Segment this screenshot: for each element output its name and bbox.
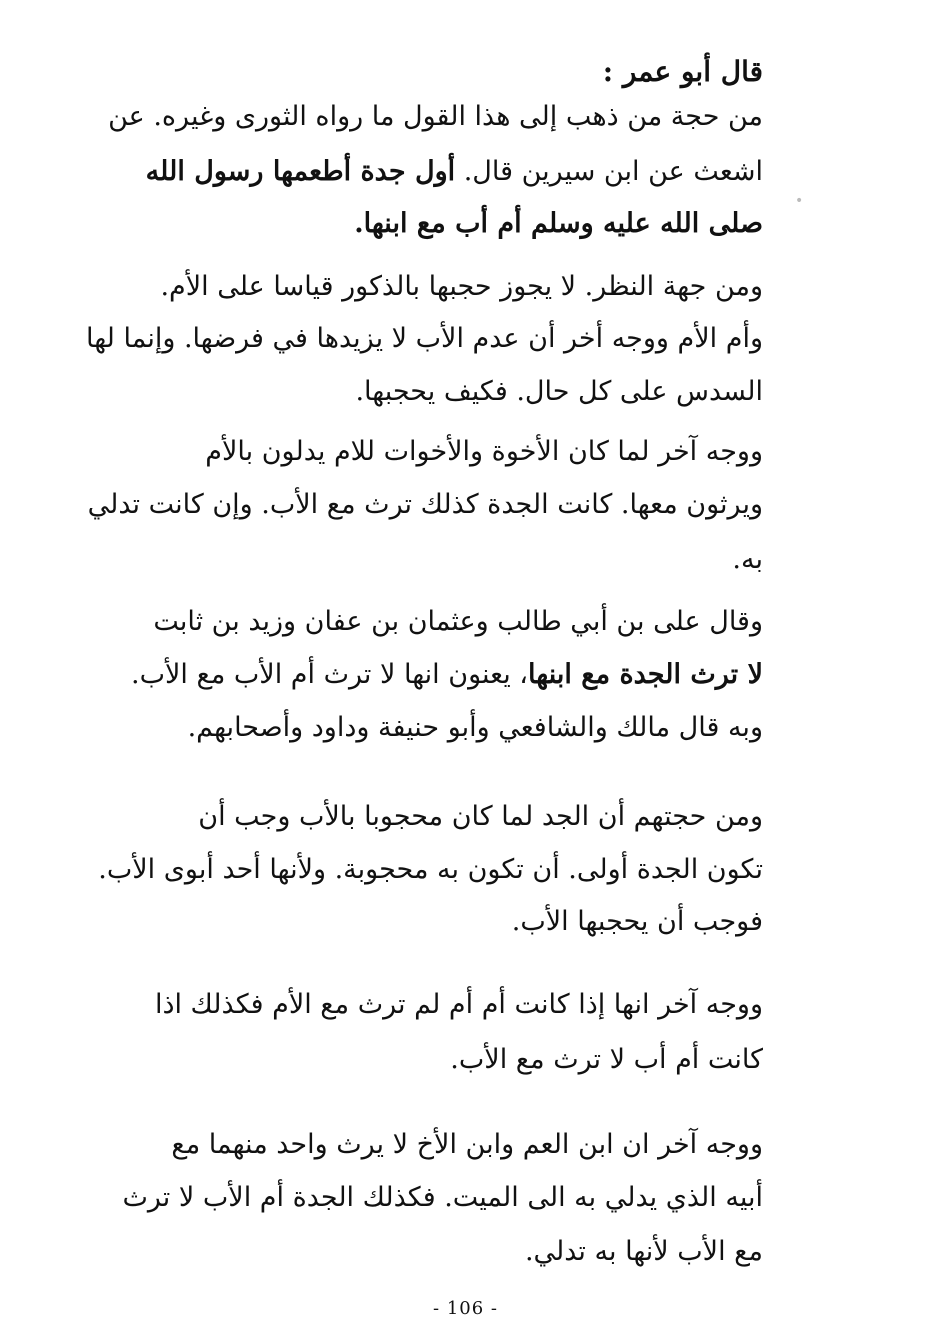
bold-text-segment: صلى الله عليه وسلم أم أب مع ابنها. (354, 208, 763, 239)
text-segment: اشعث عن ابن سيرين قال. (455, 156, 763, 187)
paragraph-2-line-3 (355, 372, 763, 412)
text-segment: ومن جهة النظر. لا يجوز حجبها بالذكور قياسا على الأم. (160, 271, 763, 302)
paragraph-5-line-1 (198, 797, 763, 837)
text-segment: ومن حجتهم أن الجد لما كان محجوبا بالأب وجب أن (198, 801, 763, 832)
paragraph-5-line-3 (512, 902, 763, 942)
paragraph-1-line-1 (108, 97, 763, 137)
text-segment: وقال على بن أبي طالب وعثمان بن عفان وزيد بن ثابت (153, 606, 763, 637)
bold-text-segment: لا ترث الجدة مع ابنها (528, 659, 763, 690)
text-segment: أبيه الذي يدلي به الى الميت. فكذلك الجدة أم الأب لا ترث (122, 1182, 763, 1213)
text-segment: به. (732, 544, 763, 575)
paragraph-1-line-2 (146, 152, 763, 192)
text-segment: ووجه آخر لما كان الأخوة والأخوات للام يدلون بالأم (205, 436, 763, 467)
paragraph-4-line-2 (131, 655, 763, 695)
text-segment: ووجه آخر انها إذا كانت أم أم لم ترث مع الأم فكذلك اذا (154, 989, 763, 1020)
text-segment: مع الأب لأنها به تدلي. (524, 1236, 763, 1267)
paragraph-2-line-1 (160, 267, 763, 307)
paragraph-1-line-3 (354, 204, 763, 244)
text-segment: ويرثون معها. كانت الجدة كذلك ترث مع الأب. وإن كانت تدلي (87, 489, 763, 520)
text-segment: من حجة من ذهب إلى هذا القول ما رواه الثورى وغيره. عن (108, 101, 763, 132)
text-segment: ، يعنون انها لا ترث أم الأب مع الأب. (130, 659, 529, 690)
text-segment: وبه قال مالك والشافعي وأبو حنيفة وداود وأصحابهم. (187, 712, 763, 743)
page-margin-mark: • (795, 193, 804, 209)
paragraph-7-line-3 (525, 1232, 763, 1272)
page-number: - 106 - (433, 1298, 498, 1319)
paragraph-3-line-3 (732, 540, 763, 580)
paragraph-7-line-1 (171, 1125, 763, 1165)
text-segment: ووجه آخر ان ابن العم وابن الأخ لا يرث واحد منهما مع (171, 1129, 763, 1160)
text-segment: السدس على كل حال. فكيف يحجبها. (355, 376, 763, 407)
paragraph-5-line-2 (98, 850, 763, 890)
paragraph-6-line-2 (450, 1040, 763, 1080)
text-segment: تكون الجدة أولى. أن تكون به محجوبة. ولأنها أحد أبوى الأب. (98, 854, 763, 885)
section-title: قال أبو عمر : (602, 55, 763, 88)
text-segment: كانت أم أب لا ترث مع الأب. (450, 1044, 763, 1075)
paragraph-4-line-1 (153, 602, 763, 642)
paragraph-6-line-1 (155, 985, 763, 1025)
paragraph-3-line-2 (88, 485, 763, 525)
paragraph-3-line-1 (205, 432, 763, 472)
text-segment: فوجب أن يحجبها الأب. (511, 906, 763, 937)
paragraph-7-line-2 (122, 1178, 763, 1218)
bold-text-segment: أول جدة أطعمها رسول الله (145, 156, 456, 187)
paragraph-2-line-2 (86, 319, 763, 359)
text-segment: وأم الأم ووجه أخر أن عدم الأب لا يزيدها في فرضها. وإنما لها (86, 323, 763, 354)
paragraph-4-line-3 (188, 708, 763, 748)
